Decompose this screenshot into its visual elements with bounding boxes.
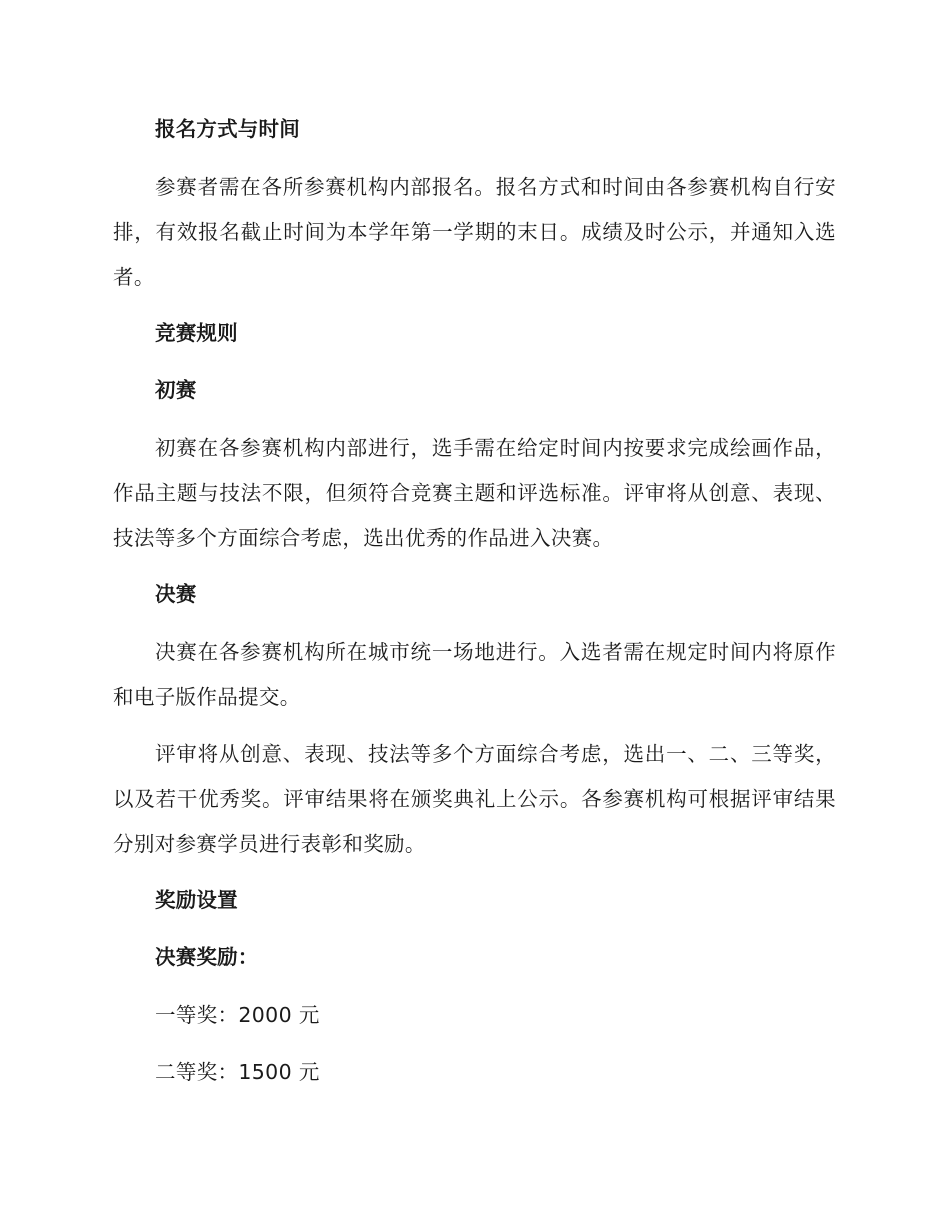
section-heading-registration: 报名方式与时间: [155, 117, 300, 141]
section-heading-rules: 竞赛规则: [155, 321, 238, 345]
paragraph-judging: 评审将从创意、表现、技法等多个方面综合考虑，选出一、二、三等奖，以及若干优秀奖。评审结果将在颁奖典礼上公示。各参赛机构可根据评审结果分别对参赛学员进行表彰和奖励。: [113, 742, 836, 856]
paragraph-registration: 参赛者需在各所参赛机构内部报名。报名方式和时间由各参赛机构自行安排，有效报名截止时间为本学年第一学期的末日。成绩及时公示，并通知入选者。: [113, 175, 836, 289]
subheading-preliminary: 初赛: [155, 378, 197, 402]
paragraph-preliminary: 初赛在各参赛机构内部进行，选手需在给定时间内按要求完成绘画作品，作品主题与技法不限，但须符合竞赛主题和评选标准。评审将从创意、表现、技法等多个方面综合考虑，选出优秀的作品进入决赛。: [113, 436, 836, 550]
subheading-final: 决赛: [155, 582, 197, 606]
award-first-prize: 一等奖：2000 元: [155, 1003, 320, 1027]
award-second-prize: 二等奖：1500 元: [155, 1060, 320, 1084]
subheading-final-awards: 决赛奖励：: [155, 945, 259, 969]
paragraph-final: 决赛在各参赛机构所在城市统一场地进行。入选者需在规定时间内将原作和电子版作品提交。: [113, 640, 836, 709]
section-heading-awards: 奖励设置: [155, 888, 238, 912]
